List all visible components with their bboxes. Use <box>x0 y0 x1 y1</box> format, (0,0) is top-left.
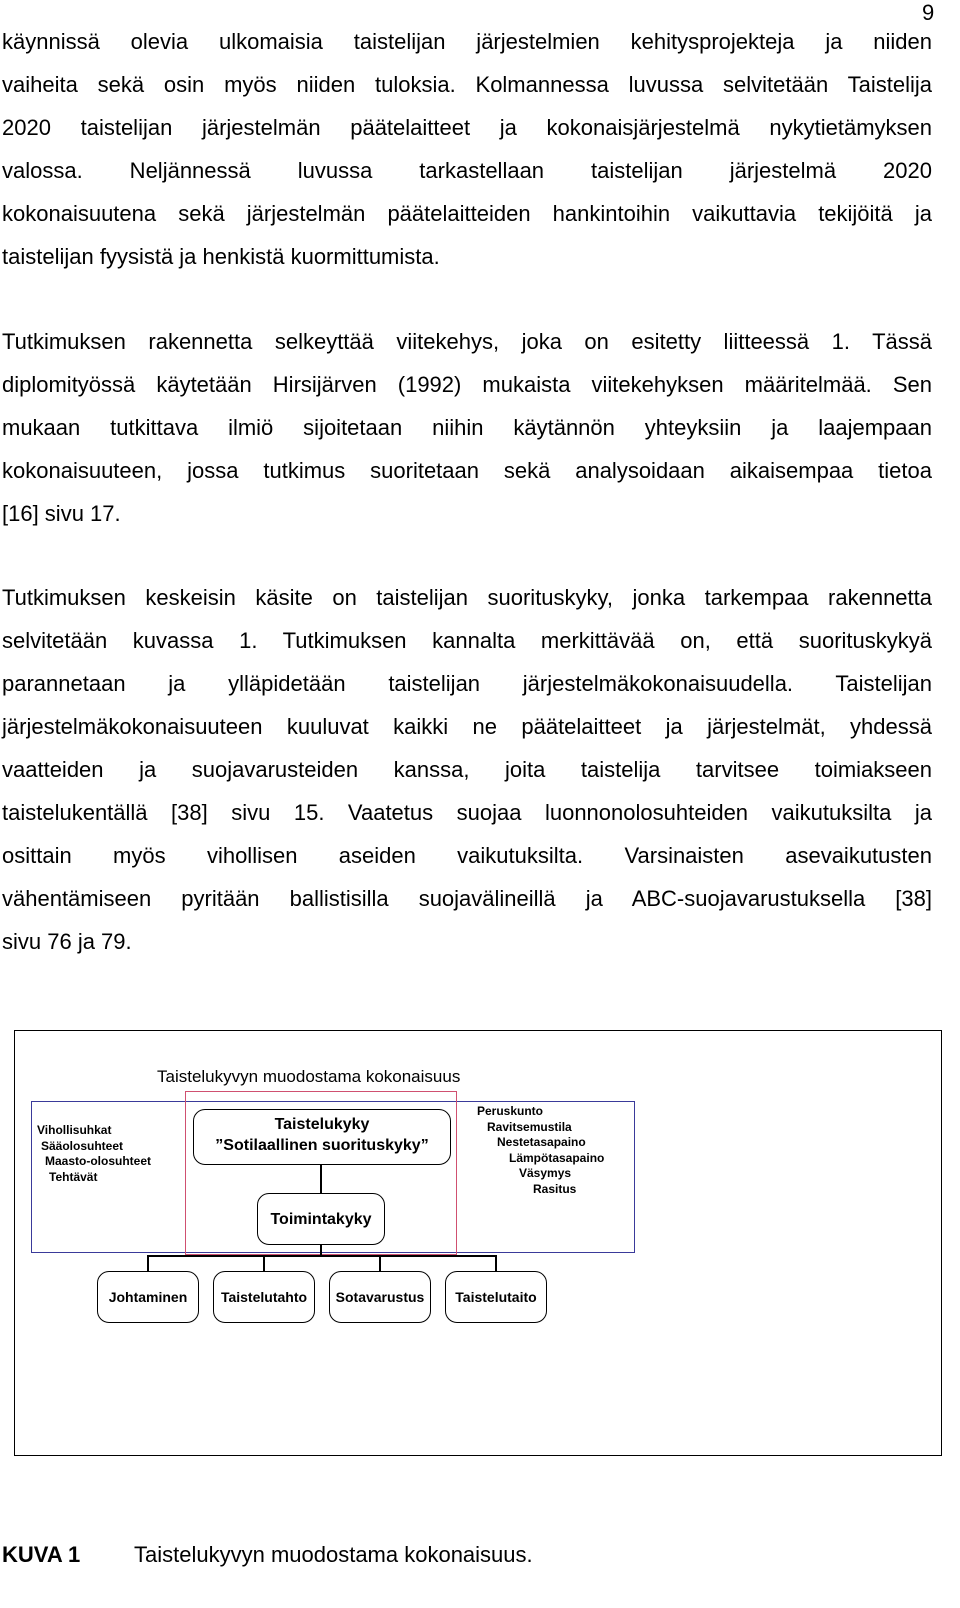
taistelukyky-box <box>193 1109 451 1165</box>
right-factor: Väsymys <box>519 1166 572 1180</box>
text-line: taistelukentällä [38] sivu 15. Vaatetus suojaa luonnonolosuhteiden vaikutuksilta ja <box>2 800 932 825</box>
sotavarustus-box: Sotavarustus <box>329 1271 431 1323</box>
text-line: kokonaisuuteen, jossa tutkimus suoritetaan sekä analysoidaan aikaisempaa tietoa <box>2 458 932 483</box>
taistelukyky-label: Taistelukyky <box>274 1116 370 1133</box>
suorituskyky-label: ”Sotilaallinen suorituskyky” <box>215 1137 429 1154</box>
text-line: vaatteiden ja suojavarusteiden kanssa, joita taistelija tarvitsee toimiakseen <box>2 757 932 782</box>
connector-line <box>379 1255 381 1271</box>
right-factor: Ravitsemustila <box>487 1119 572 1134</box>
text-line: [16] sivu 17. <box>2 501 121 526</box>
text-line: kokonaisuutena sekä järjestelmän päätelaitteiden hankintoihin vaikuttavia tekijöitä ja <box>2 201 932 226</box>
figure-diagram <box>14 1030 942 1456</box>
right-factor: Rasitus <box>533 1181 577 1196</box>
right-factor: Nestetasapaino <box>497 1135 586 1149</box>
connector-line <box>320 1245 322 1255</box>
text-line: diplomityössä käytetään Hirsijärven (1992) mukaista viitekehyksen määritelmää. Sen <box>2 372 932 397</box>
text-line: mukaan tutkittava ilmiö sijoitetaan niihin käytännön yhteyksiin ja laajempaan <box>2 415 932 440</box>
text-line: Tutkimuksen keskeisin käsite on taistelijan suorituskyky, jonka tarkempaa rakennetta <box>2 585 932 610</box>
text-line: käynnissä olevia ulkomaisia taistelijan järjestelmien kehitysprojekteja ja niiden <box>2 29 932 54</box>
toimintakyky-box: Toimintakyky <box>257 1193 385 1245</box>
text-line: 2020 taistelijan järjestelmän päätelaitteet ja kokonaisjärjestelmä nykytietämyksen <box>2 115 932 140</box>
text-line: järjestelmäkokonaisuuteen kuuluvat kaikki ne päätelaitteet ja järjestelmät, yhdessä <box>2 714 932 739</box>
figure-title: Taistelukyvyn muodostama kokonaisuus <box>157 1067 461 1086</box>
text-line: Tutkimuksen rakennetta selkeyttää viitekehys, joka on esitetty liitteessä 1. Tässä <box>2 329 932 354</box>
left-factor-list <box>37 1123 151 1185</box>
connector-line <box>263 1255 265 1271</box>
text-line: osittain myös vihollisen aseiden vaikutuksilta. Varsinaisten asevaikutusten <box>2 843 932 868</box>
connector-line <box>320 1165 322 1193</box>
left-factor: Tehtävät <box>49 1169 98 1184</box>
left-factor: Maasto-olosuhteet <box>45 1154 152 1168</box>
paragraph-3 <box>2 576 932 963</box>
right-factor: Lämpötasapaino <box>509 1150 605 1165</box>
connector-line <box>495 1255 497 1271</box>
connector-line <box>147 1255 497 1257</box>
text-line: vähentämiseen pyritään ballistisilla suojavälineillä ja ABC-suojavarustuksella [38] <box>2 886 932 911</box>
paragraph-2 <box>2 320 932 535</box>
text-line: vaiheita sekä osin myös niiden tuloksia. Kolmannessa luvussa selvitetään Taistelija <box>2 72 932 97</box>
paragraph-1 <box>2 20 932 278</box>
taistelutaito-box: Taistelutaito <box>445 1271 547 1323</box>
left-factor: Vihollisuhkat <box>37 1123 112 1137</box>
connector-line <box>147 1255 149 1271</box>
caption-label: KUVA 1 <box>2 1542 81 1567</box>
text-line: parannetaan ja ylläpidetään taistelijan järjestelmäkokonaisuudella. Taistelijan <box>2 671 932 696</box>
text-line: valossa. Neljännessä luvussa tarkastellaan taistelijan järjestelmä 2020 <box>2 158 932 183</box>
left-factor: Sääolosuhteet <box>41 1138 124 1153</box>
text-line: sivu 76 ja 79. <box>2 929 132 954</box>
caption-text: Taistelukyvyn muodostama kokonaisuus. <box>134 1542 533 1567</box>
johtaminen-box: Johtaminen <box>97 1271 199 1323</box>
right-factor: Peruskunto <box>477 1104 544 1118</box>
text-line: selvitetään kuvassa 1. Tutkimuksen kannalta merkittävää on, että suorituskykyä <box>2 628 932 653</box>
taistelutahto-box: Taistelutahto <box>213 1271 315 1323</box>
text-line: taistelijan fyysistä ja henkistä kuormittumista. <box>2 244 440 269</box>
page-number: 9 <box>922 0 935 25</box>
right-factor-list <box>477 1104 604 1197</box>
